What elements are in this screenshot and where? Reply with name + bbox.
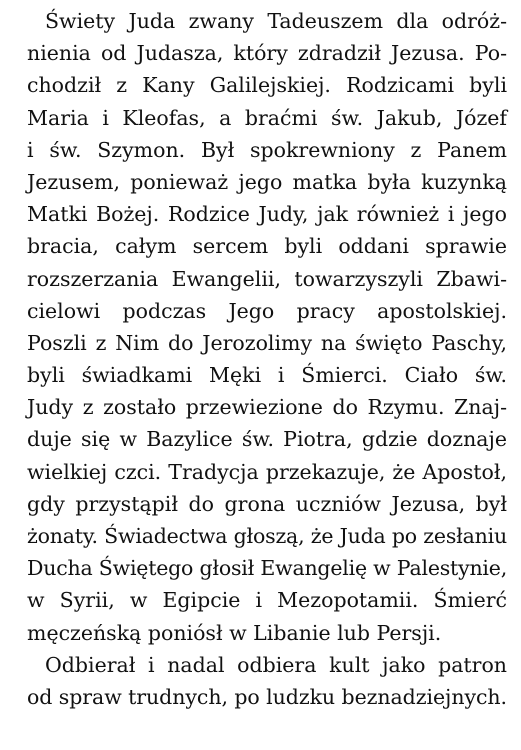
- text-line: chodził z Kany Galilejskiej. Rodzicami byli: [27, 73, 507, 98]
- text-block: [27, 5, 507, 713]
- text-line: gdy przystąpił do grona uczniów Jezusa, był: [27, 491, 507, 516]
- text-line: byli świadkami Męki i Śmierci. Ciało św.: [27, 363, 507, 388]
- text-line: bracia, całym sercem byli oddani sprawie: [27, 234, 507, 259]
- text-line: wielkiej czci. Tradycja przekazuje, że Apostoł,: [27, 459, 507, 484]
- text-line: Poszli z Nim do Jerozolimy na święto Paschy,: [27, 330, 507, 355]
- text-line: duje się w Bazylice św. Piotra, gdzie doznaje: [27, 427, 507, 452]
- text-line: od spraw trudnych, po ludzku beznadziejnych.: [27, 684, 507, 709]
- text-line: Ducha Świętego głosił Ewangelię w Palestynie,: [27, 556, 507, 581]
- text-line: Jezusem, ponieważ jego matka była kuzynką: [27, 169, 507, 194]
- text-line: w Syrii, w Egipcie i Mezopotamii. Śmierć: [27, 588, 507, 613]
- text-line: żonaty. Świadectwa głoszą, że Juda po zesłaniu: [27, 524, 507, 548]
- text-line: rozszerzania Ewangelii, towarzyszyli Zbawi-: [27, 266, 507, 291]
- paragraph-1: [27, 5, 507, 649]
- text-line: męczeńską poniósł w Libanie lub Persji.: [27, 620, 442, 645]
- text-line: i św. Szymon. Był spokrewniony z Panem: [27, 137, 507, 162]
- text-line: Świety Juda zwany Tadeuszem dla odróż-: [45, 9, 507, 33]
- text-line: nienia od Judasza, który zdradził Jezusa. Po-: [27, 41, 507, 66]
- text-line: Odbierał i nadal odbiera kult jako patron: [45, 652, 507, 677]
- text-line: Judy z zostało przewiezione do Rzymu. Znaj-: [27, 395, 507, 420]
- paragraph-2: [27, 649, 507, 713]
- text-line: Maria i Kleofas, a braćmi św. Jakub, Józef: [27, 105, 507, 130]
- text-line: Matki Bożej. Rodzice Judy, jak również i jego: [27, 202, 507, 227]
- text-line: cielowi podczas Jego pracy apostolskiej.: [27, 298, 507, 323]
